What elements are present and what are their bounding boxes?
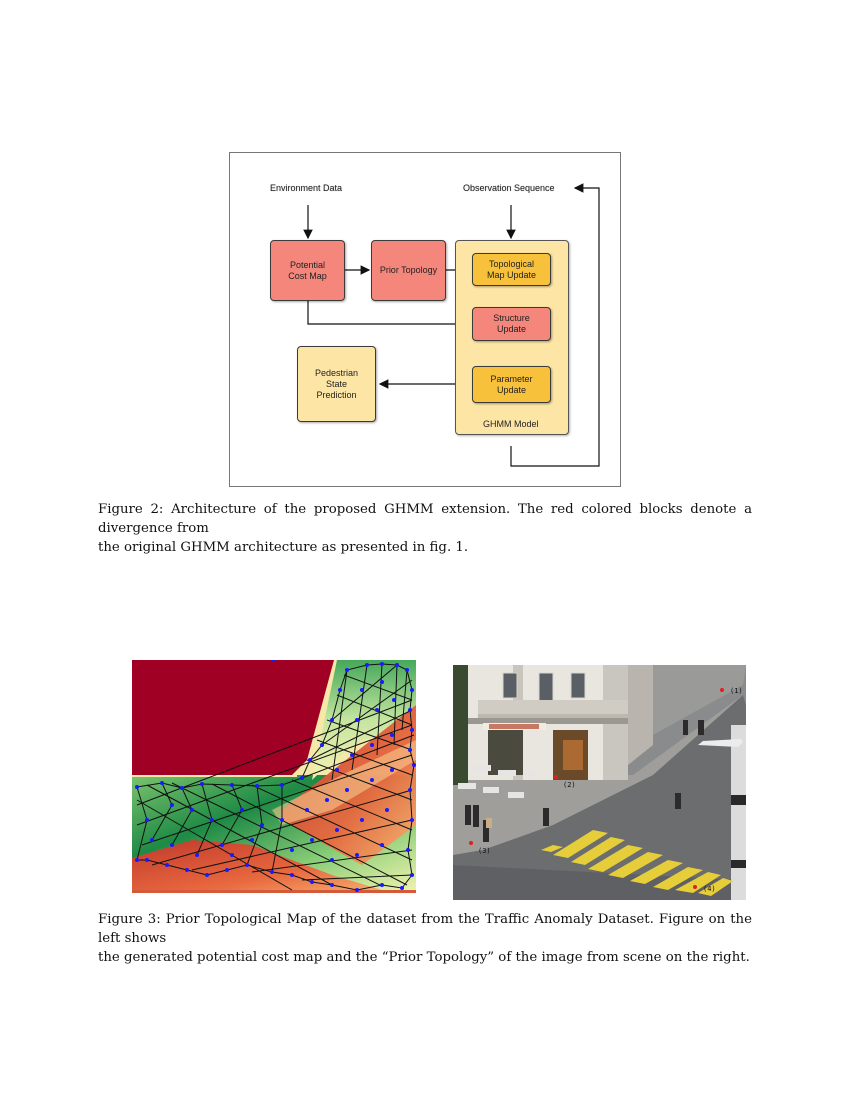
block-text: Update xyxy=(496,324,526,334)
structure-update-block xyxy=(472,307,551,341)
block-text: Map Update xyxy=(486,269,537,280)
potential-cost-map-block xyxy=(270,240,345,301)
block-text: Update xyxy=(496,384,527,395)
marker-label-3: (3) xyxy=(478,847,491,855)
figure-2-caption xyxy=(98,500,752,557)
ghmm-model-label: GHMM Model xyxy=(483,419,539,429)
environment-data-label: Environment Data xyxy=(270,183,343,193)
block-text: State xyxy=(325,378,347,389)
caption-line: the original GHMM architecture as presented in fig. 1. xyxy=(98,540,469,555)
marker-label-4: (4) xyxy=(703,885,716,893)
block-text: Cost Map xyxy=(288,270,327,281)
block-text: Parameter xyxy=(490,373,533,384)
marker-label-2: (2) xyxy=(563,781,576,789)
traffic-scene-image xyxy=(453,665,746,900)
caption-line: Figure 3: Prior Topological Map of the dataset from the Traffic Anomaly Dataset. Figure on the left shows xyxy=(98,912,752,946)
figure-3-caption xyxy=(98,910,752,967)
parameter-update-block xyxy=(472,366,551,403)
block-text: Pedestrian xyxy=(314,367,359,378)
prior-topology-block xyxy=(371,240,446,301)
potential-cost-map-image xyxy=(132,660,416,893)
marker-label-1: (1) xyxy=(730,687,743,695)
caption-line: Figure 2: Architecture of the proposed GHMM extension. The red colored blocks denote a divergence from xyxy=(98,502,752,536)
block-text: Potential xyxy=(289,259,325,270)
topological-map-update-block xyxy=(472,253,551,286)
block-text: Prediction xyxy=(316,389,357,400)
pedestrian-state-prediction-block xyxy=(297,346,376,422)
block-text: Topological xyxy=(488,258,535,269)
block-text: Structure xyxy=(493,313,530,323)
caption-line: the generated potential cost map and the “Prior Topology” of the image from scene on the right. xyxy=(98,950,750,965)
block-text: Prior Topology xyxy=(379,265,438,275)
observation-sequence-label: Observation Sequence xyxy=(463,183,555,193)
